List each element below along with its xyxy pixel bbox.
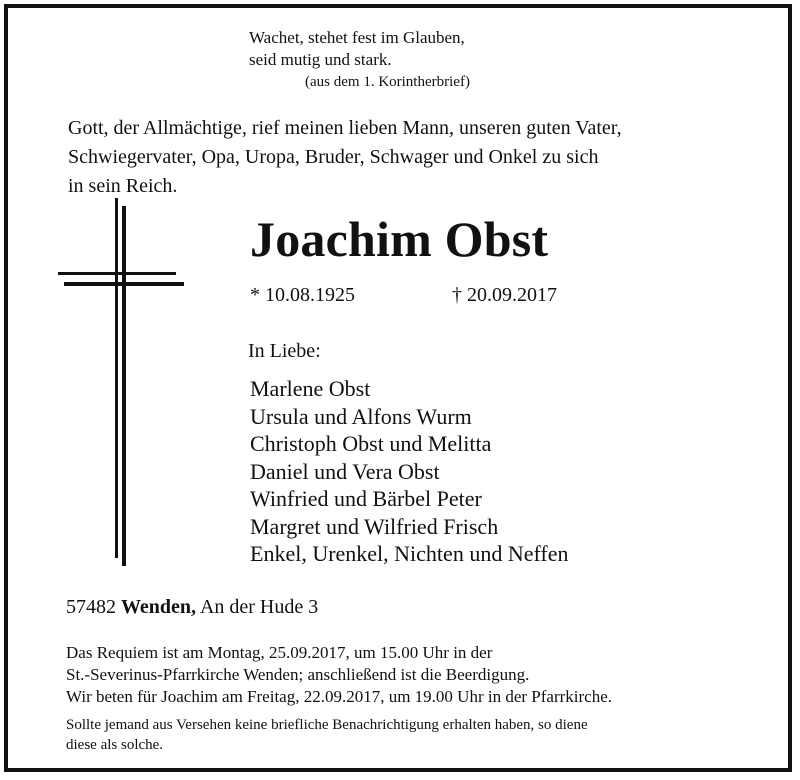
address	[66, 594, 318, 620]
list-item: Enkel, Urenkel, Nichten und Neffen	[250, 541, 569, 566]
deceased-name: Joachim Obst	[250, 211, 549, 267]
intro-text	[68, 114, 622, 201]
service-line-2: St.-Severinus-Pfarrkirche Wenden; anschließend ist die Beerdigung.	[66, 665, 530, 684]
notification-note	[66, 715, 588, 755]
bible-verse	[249, 27, 470, 93]
list-item: Daniel und Vera Obst	[250, 458, 440, 484]
service-info	[66, 642, 612, 708]
death-date: † 20.09.2017	[452, 284, 557, 306]
note-line-2: diese als solche.	[66, 737, 164, 753]
cross-icon	[58, 198, 188, 568]
list-item: Marlene Obst	[250, 376, 371, 401]
list-item: Christoph Obst und Melitta	[250, 431, 492, 456]
list-item: Ursula und Alfons Wurm	[250, 403, 472, 429]
verse-source: (aus dem 1. Korintherbrief)	[305, 74, 470, 90]
list-item: Margret und Wilfried Frisch	[250, 513, 499, 539]
list-item: Winfried und Bärbel Peter	[250, 486, 482, 511]
mourners-heading: In Liebe:	[248, 340, 321, 362]
intro-line-1: Gott, der Allmächtige, rief meinen lieben Mann, unseren guten Vater,	[68, 117, 622, 139]
intro-line-2: Schwiegervater, Opa, Uropa, Bruder, Schwager und Onkel zu sich	[68, 146, 599, 168]
address-postcode: 57482	[66, 596, 116, 618]
verse-line-2: seid mutig und stark.	[249, 50, 392, 69]
note-line-1: Sollte jemand aus Versehen keine briefliche Benachrichtigung erhalten haben, so diene	[66, 717, 588, 733]
verse-line-1: Wachet, stehet fest im Glauben,	[249, 28, 465, 47]
service-line-1: Das Requiem ist am Montag, 25.09.2017, um 15.00 Uhr in der	[66, 643, 493, 662]
address-street: An der Hude 3	[199, 596, 319, 618]
address-town: Wenden,	[121, 596, 197, 618]
mourners-list	[250, 375, 568, 568]
service-line-3: Wir beten für Joachim am Freitag, 22.09.2017, um 19.00 Uhr in der Pfarrkirche.	[66, 687, 613, 706]
intro-line-3: in sein Reich.	[68, 175, 178, 197]
birth-date: * 10.08.1925	[250, 284, 355, 306]
